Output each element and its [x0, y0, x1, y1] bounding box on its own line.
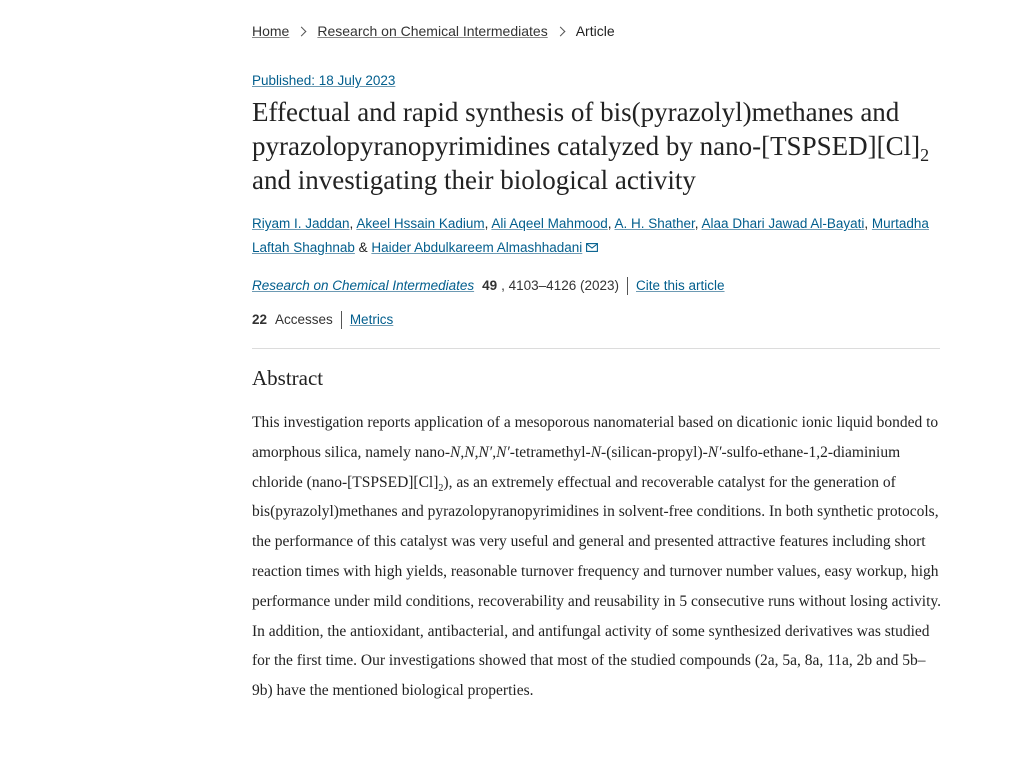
divider-bar: [341, 311, 342, 329]
abstract-subscript: 2: [438, 482, 444, 494]
abstract-italic: N′: [478, 443, 493, 461]
published-date-link[interactable]: Published: 18 July 2023: [252, 73, 396, 88]
author-separator: ,: [349, 216, 357, 231]
abstract-italic: N: [590, 443, 602, 461]
abstract-italic: N′: [496, 443, 510, 461]
breadcrumb: [252, 22, 615, 40]
divider-bar: [627, 277, 628, 295]
author-link[interactable]: Ali Aqeel Mahmood: [491, 216, 608, 231]
breadcrumb-journal-link[interactable]: Research on Chemical Intermediates: [317, 23, 548, 39]
chevron-right-icon: [555, 26, 565, 36]
abstract-segment: -(silican-propyl)-: [601, 443, 708, 461]
abstract-segment: -tetramethyl-: [509, 443, 591, 461]
abstract-segment: ), as an extremely effectual and recoverable catalyst for the generation of bis(pyrazolyl)methanes and pyrazolopyranopyrimidines in solvent-free conditions. In both synthetic protocols, the performance of this catalyst was very useful and general and presented attractive features including short reaction times with high yields, reasonable turnover frequency and turnover number values, easy workup, high performance under mild conditions, recoverability and reusability in 5 consecutive runs without losing activity. In addition, the antioxidant, antibacterial, and antifungal activity of some synthesized derivatives was studied for the first time. Our investigations showed that most of the studied compounds (2a, 5a, 8a, 11a, 2b and 5b–9b) have the mentioned biological properties.: [252, 473, 942, 700]
title-subscript: 2: [920, 145, 930, 165]
section-divider: [252, 348, 940, 349]
author-separator: ,: [484, 216, 492, 231]
title-text: Effectual and rapid synthesis of bis(pyrazolyl)methanes and pyrazolopyranopyrimidines catalyzed by nano-[TSPSED][Cl]: [252, 97, 921, 161]
abstract-italic: N: [464, 443, 475, 461]
abstract-italic: N′: [707, 443, 722, 461]
metrics-link[interactable]: Metrics: [349, 312, 394, 327]
author-link[interactable]: Haider Abdulkareem Almashhadani: [371, 240, 583, 255]
pages-year: , 4103–4126 (2023): [501, 278, 619, 293]
author-link[interactable]: A. H. Shather: [614, 216, 695, 231]
abstract-text: [252, 408, 942, 706]
citation-line: [252, 277, 725, 295]
mail-icon[interactable]: [586, 243, 598, 252]
abstract-segment: ,: [460, 443, 465, 461]
author-separator: ,: [607, 216, 615, 231]
abstract-segment: ,: [492, 443, 497, 461]
breadcrumb-current: Article: [575, 23, 615, 39]
abstract-italic: N: [450, 443, 461, 461]
abstract-segment: ,: [474, 443, 479, 461]
author-separator: &: [354, 240, 372, 255]
abstract-segment: This investigation reports application of a mesoporous nanomaterial based on dicationic ionic liquid bonded to amorphous silica, namely nano-: [252, 414, 939, 461]
abstract-heading: Abstract: [252, 366, 324, 390]
article-title: [252, 95, 952, 197]
accesses-count: 22: [252, 312, 268, 327]
title-text-end: and investigating their biological activity: [252, 165, 696, 195]
author-separator: ,: [864, 216, 872, 231]
accesses-label: Accesses: [275, 312, 333, 327]
abstract-segment: -sulfo-ethane-1,2-diaminium chloride (nano-[TSPSED][Cl]: [252, 443, 901, 491]
author-link[interactable]: Akeel Hssain Kadium: [356, 216, 485, 231]
volume-number: 49: [482, 278, 498, 293]
author-link[interactable]: Murtadha Laftah Shaghnab: [252, 216, 929, 255]
author-link[interactable]: Alaa Dhari Jawad Al-Bayati: [701, 216, 865, 231]
author-list: [252, 212, 952, 260]
metrics-line: [252, 311, 393, 329]
cite-this-article-link[interactable]: Cite this article: [636, 278, 725, 293]
author-separator: ,: [694, 216, 702, 231]
journal-link[interactable]: Research on Chemical Intermediates: [252, 278, 475, 293]
author-link[interactable]: Riyam I. Jaddan: [252, 216, 350, 231]
breadcrumb-home-link[interactable]: Home: [252, 23, 290, 39]
chevron-right-icon: [297, 26, 307, 36]
